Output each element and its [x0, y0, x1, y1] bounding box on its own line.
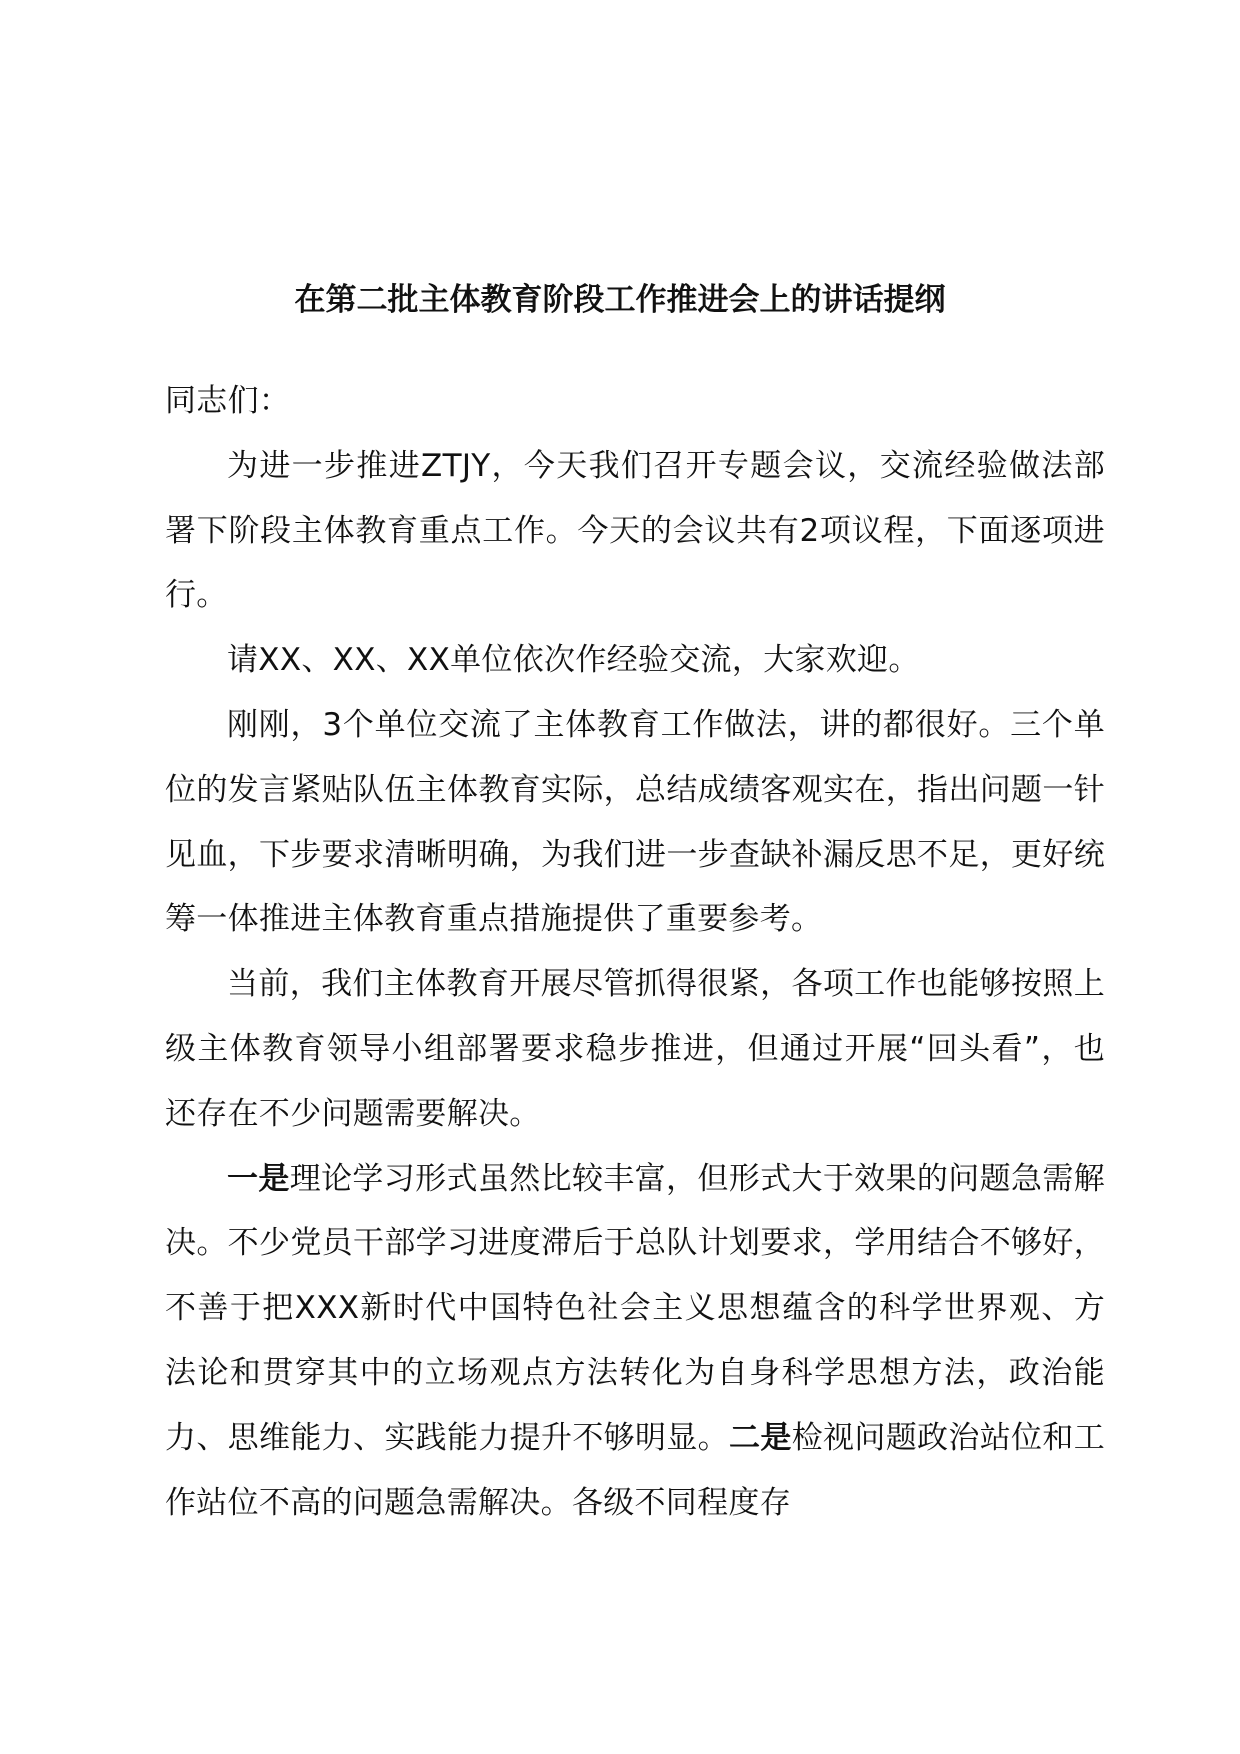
- point-one-lead: 一是: [227, 1160, 290, 1197]
- paragraph-exchange-request: 请XX、XX、XX单位依次作经验交流，大家欢迎。: [227, 642, 920, 679]
- document-title: 在第二批主体教育阶段工作推进会上的讲话提纲: [294, 282, 946, 318]
- document-body: [165, 369, 1105, 1535]
- paragraph-exchange-summary: 刚刚，3个单位交流了主体教育工作做法，讲的都很好。三个单位的发言紧贴队伍主体教育实际，总结成绩客观实在，指出问题一针见血，下步要求清晰明确，为我们进一步查缺补漏反思不足，更好统筹一体推进主体教育重点措施提供了重要参考。: [165, 706, 1105, 938]
- salutation: 同志们：: [165, 383, 291, 419]
- point-two-lead: 二是: [729, 1419, 792, 1456]
- paragraph-current-situation: 当前，我们主体教育开展尽管抓得很紧，各项工作也能够按照上级主体教育领导小组部署要求稳步推进，但通过开展“回头看”，也还存在不少问题需要解决。: [165, 966, 1105, 1132]
- point-one-text: 理论学习形式虽然比较丰富，但形式大于效果的问题急需解决。不少党员干部学习进度滞后于总队计划要求，学用结合不够好，不善于把XXX新时代中国特色社会主义思想蕴含的科学世界观、方法论和贯穿其中的立场观点方法转化为自身科学思想方法，政治能力、思维能力、实践能力提升不够明显。: [165, 1160, 1105, 1456]
- paragraph-problems: [165, 1147, 1105, 1536]
- paragraph-intro: 为进一步推进ZTJY，今天我们召开专题会议，交流经验做法部署下阶段主体教育重点工作。今天的会议共有2项议程，下面逐项进行。: [165, 447, 1105, 614]
- point-two-text: 检视问题政治站位和工作站位不高的问题急需解决。各级不同程度存: [165, 1419, 1105, 1521]
